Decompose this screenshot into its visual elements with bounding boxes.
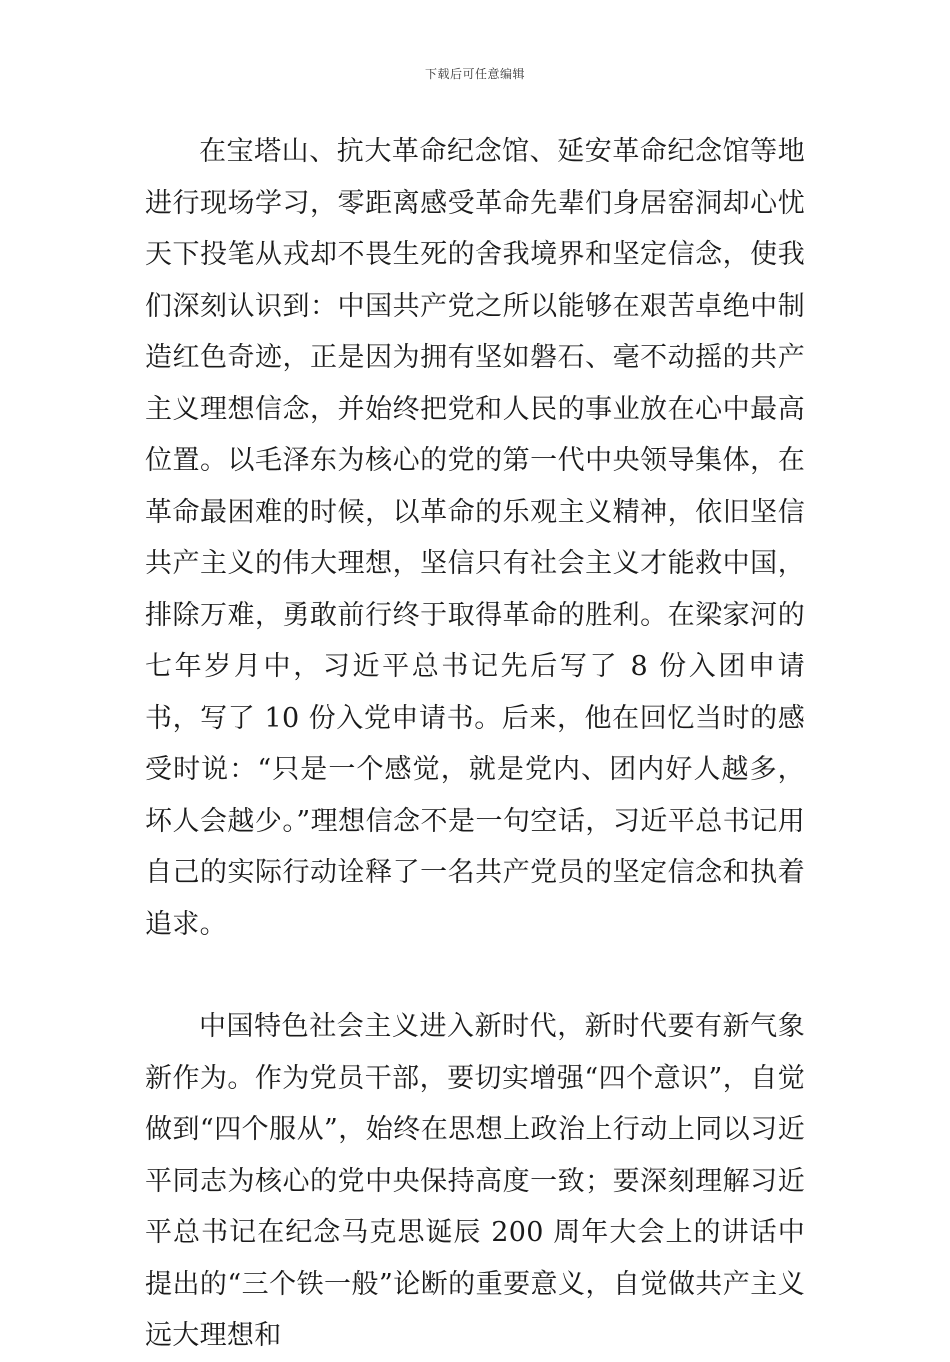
paragraph-spacer	[145, 950, 805, 1001]
paragraph-1: 在宝塔山、抗大革命纪念馆、延安革命纪念馆等地进行现场学习，零距离感受革命先辈们身居窑洞却心忧天下投笔从戎却不畏生死的舍我境界和坚定信念，使我们深刻认识到：中国共产党之所以能够在艰苦卓绝中制造红色奇迹，正是因为拥有坚如磐石、毫不动摇的共产主义理想信念，并始终把党和人民的事业放在心中最高位置。以毛泽东为核心的党的第一代中央领导集体，在革命最困难的时候，以革命的乐观主义精神，依旧坚信共产主义的伟大理想，坚信只有社会主义才能救中国，排除万难，勇敢前行终于取得革命的胜利。在梁家河的七年岁月中，习近平总书记先后写了 8 份入团申请书，写了 10 份入党申请书。后来，他在回忆当时的感受时说：“只是一个感觉，就是党内、团内好人越多，坏人会越少。”理想信念不是一句空话，习近平总书记用自己的实际行动诠释了一名共产党员的坚定信念和执着追求。	[145, 136, 805, 940]
page-header-note: 下载后可任意编辑	[424, 67, 525, 81]
paragraph-2: 中国特色社会主义进入新时代，新时代要有新气象新作为。作为党员干部，要切实增强“四个意识”，自觉做到“四个服从”，始终在思想上政治上行动上同以习近平同志为核心的党中央保持高度一致；要深刻理解习近平总书记在纪念马克思诞辰 200 周年大会上的讲话中提出的“三个铁一般”论断的重要意义，自觉做共产主义远大理想和	[145, 1011, 805, 1351]
document-body	[145, 126, 805, 1362]
